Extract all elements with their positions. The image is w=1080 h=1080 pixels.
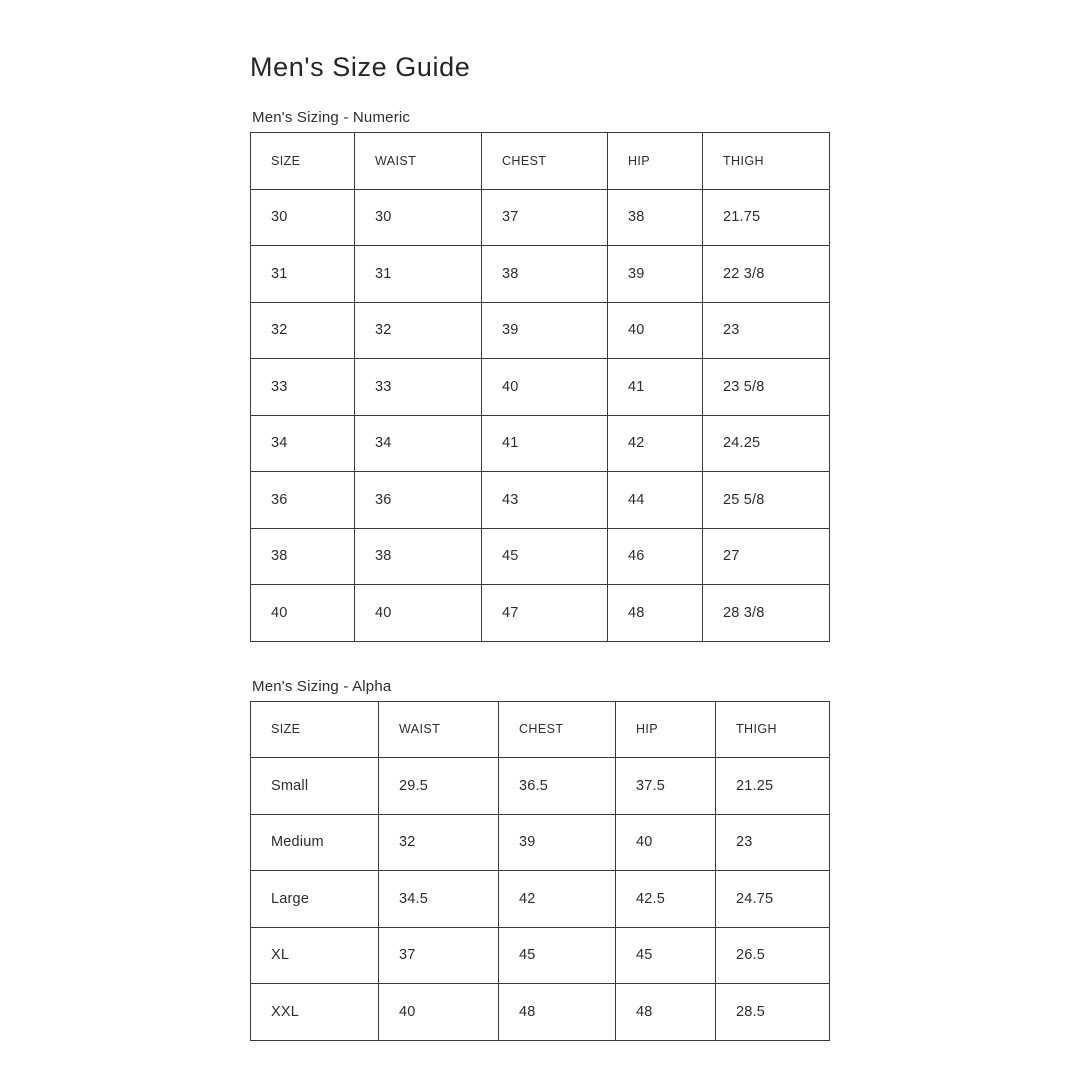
- table-cell: 21.25: [716, 758, 830, 815]
- table-cell: 37.5: [616, 758, 716, 815]
- table-cell: Large: [251, 871, 379, 928]
- table-cell: 32: [251, 302, 355, 359]
- table-cell: 48: [616, 984, 716, 1041]
- table-cell: 23: [703, 302, 830, 359]
- table-cell: 34: [251, 415, 355, 472]
- table-cell: 38: [251, 528, 355, 585]
- table-row: [251, 585, 830, 642]
- table-cell: 38: [482, 246, 608, 303]
- table-cell: 24.25: [703, 415, 830, 472]
- table-cell: 39: [499, 814, 616, 871]
- alpha-sizing-section: [250, 678, 850, 1041]
- table-cell: 45: [482, 528, 608, 585]
- table-cell: 38: [355, 528, 482, 585]
- table-cell: 41: [482, 415, 608, 472]
- header-row: [251, 133, 830, 190]
- table-row: [251, 984, 830, 1041]
- table-caption-alpha: Men's Sizing - Alpha: [252, 677, 392, 695]
- table-cell: 40: [616, 814, 716, 871]
- table-cell: 34.5: [379, 871, 499, 928]
- table-row: [251, 814, 830, 871]
- table-cell: 40: [355, 585, 482, 642]
- table-cell: 30: [251, 189, 355, 246]
- size-guide-page: [250, 52, 850, 1077]
- table-cell: 42: [499, 871, 616, 928]
- table-cell: 47: [482, 585, 608, 642]
- table-row: [251, 246, 830, 303]
- column-header: CHEST: [482, 133, 608, 190]
- table-cell: 28.5: [716, 984, 830, 1041]
- table-cell: 30: [355, 189, 482, 246]
- table-row: [251, 415, 830, 472]
- table-row: [251, 528, 830, 585]
- column-header: SIZE: [251, 701, 379, 758]
- table-cell: XXL: [251, 984, 379, 1041]
- table-cell: 24.75: [716, 871, 830, 928]
- table-cell: 36: [251, 472, 355, 529]
- table-cell: 48: [499, 984, 616, 1041]
- table-cell: 36: [355, 472, 482, 529]
- table-cell: 25 5/8: [703, 472, 830, 529]
- table-cell: 40: [608, 302, 703, 359]
- table-cell: 44: [608, 472, 703, 529]
- table-cell: 28 3/8: [703, 585, 830, 642]
- table-cell: 45: [616, 927, 716, 984]
- table-cell: 48: [608, 585, 703, 642]
- table-cell: Medium: [251, 814, 379, 871]
- table-cell: 39: [482, 302, 608, 359]
- table-cell: 41: [608, 359, 703, 416]
- table-row: [251, 927, 830, 984]
- column-header: HIP: [616, 701, 716, 758]
- table-cell: 40: [379, 984, 499, 1041]
- table-row: [251, 472, 830, 529]
- page-title: Men's Size Guide: [250, 52, 471, 82]
- column-header: SIZE: [251, 133, 355, 190]
- table-cell: 29.5: [379, 758, 499, 815]
- table-cell: XL: [251, 927, 379, 984]
- column-header: HIP: [608, 133, 703, 190]
- table-row: [251, 302, 830, 359]
- table-cell: 42: [608, 415, 703, 472]
- numeric-sizing-section: [250, 109, 850, 642]
- header-row: [251, 701, 830, 758]
- table-cell: 23 5/8: [703, 359, 830, 416]
- table-cell: 31: [355, 246, 482, 303]
- table-cell: 40: [251, 585, 355, 642]
- column-header: CHEST: [499, 701, 616, 758]
- table-cell: 27: [703, 528, 830, 585]
- table-cell: 26.5: [716, 927, 830, 984]
- table-cell: 32: [355, 302, 482, 359]
- table-cell: 39: [608, 246, 703, 303]
- table-cell: 33: [355, 359, 482, 416]
- table-cell: 43: [482, 472, 608, 529]
- table-cell: 46: [608, 528, 703, 585]
- table-cell: 45: [499, 927, 616, 984]
- table-cell: 31: [251, 246, 355, 303]
- table-cell: 23: [716, 814, 830, 871]
- table-cell: 32: [379, 814, 499, 871]
- alpha-sizing-table: [250, 701, 830, 1041]
- table-cell: 37: [379, 927, 499, 984]
- table-cell: 33: [251, 359, 355, 416]
- table-row: [251, 871, 830, 928]
- table-cell: 22 3/8: [703, 246, 830, 303]
- table-row: [251, 359, 830, 416]
- table-cell: 38: [608, 189, 703, 246]
- table-cell: 36.5: [499, 758, 616, 815]
- table-cell: 40: [482, 359, 608, 416]
- column-header: WAIST: [355, 133, 482, 190]
- column-header: THIGH: [716, 701, 830, 758]
- column-header: THIGH: [703, 133, 830, 190]
- numeric-sizing-table: [250, 132, 830, 642]
- table-caption-numeric: Men's Sizing - Numeric: [252, 109, 411, 126]
- column-header: WAIST: [379, 701, 499, 758]
- table-row: [251, 758, 830, 815]
- table-cell: 42.5: [616, 871, 716, 928]
- table-cell: 34: [355, 415, 482, 472]
- table-cell: Small: [251, 758, 379, 815]
- table-cell: 37: [482, 189, 608, 246]
- table-row: [251, 189, 830, 246]
- table-cell: 21.75: [703, 189, 830, 246]
